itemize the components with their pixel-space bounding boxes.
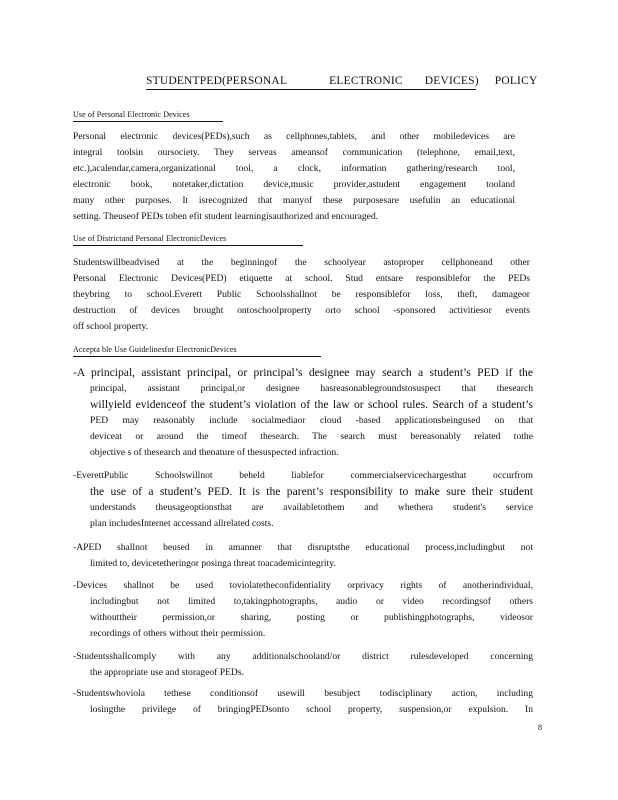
text-line: -Devices shallnot be used toviolatetheconfidentiality orprivacy rights of anotherindividual,: [73, 580, 533, 591]
section-use-body: [73, 129, 515, 225]
title-part: STUDENTPED(PERSONAL: [146, 75, 288, 87]
text-line: -A principal, assistant principal, or principal’s designee may search a student’s PED if the: [73, 366, 533, 379]
text-line: many other purposes. It isrecognized that manyof these purposesare usefulin an educational: [73, 195, 515, 206]
text-line: -Studentsshallcomply with any additionalschooland/or district rulesdeveloped concerning: [73, 651, 533, 662]
section-heading-use: Use of Personal Electronic Devices: [73, 110, 223, 122]
text-line: includingbut not limited to,takingphotographs, audio or video recordingsof others: [90, 596, 533, 607]
text-line: the use of a student’s PED. It is the parent’s responsibility to make sure their student: [90, 485, 533, 498]
text-line: integral toolsin oursociety. They serveas ameansof communication (telephone, email,text,: [73, 147, 515, 158]
text-line: Studentswillbeadvised at the beginningof the schoolyear astoproper cellphoneand other: [73, 257, 530, 268]
text-line: objective s of thesearch and thenature of thesuspected infraction.: [90, 447, 339, 458]
text-line: recordings of others without their permission.: [90, 628, 266, 639]
text-line: willyield evidenceof the student’s violation of the law or school rules. Search of a student’s: [90, 398, 533, 411]
guideline-item-disruption: [73, 540, 533, 572]
section-heading-acceptable: Accepta ble Use Guidelinesfor ElectronicDevices: [73, 345, 321, 357]
text-line: off school property.: [73, 321, 149, 332]
text-line: -Studentswhoviola tethese conditionsof usewill besubject todisciplinary action, including: [73, 688, 533, 699]
text-line: destruction of devices brought ontoschoolproperty orto school -sponsored activitiesor events: [73, 305, 530, 316]
text-line: -EverettPublic Schoolswillnot beheld liablefor commercialservicechargesthat occurfrom: [73, 470, 533, 481]
text-line: principal, assistant principal,or designee hasreasonablegroundstosuspect that thesearch: [90, 383, 533, 394]
text-line: PED may reasonably include socialmediaor cloud -based applicationsbeingused on that: [90, 415, 533, 426]
guideline-item-privacy: [73, 578, 533, 642]
page-number: 8: [538, 723, 542, 732]
text-line: theybring to school.Everett Public Schoolsshallnot be responsiblefor loss, theft, damageor: [73, 289, 530, 300]
text-line: deviceat or around the timeof thesearch. The search must bereasonably related tothe: [90, 431, 533, 442]
text-line: Personal Electronic Devices(PED) etiquette at school. Stud entsare responsiblefor the PEDs: [73, 273, 530, 284]
title-part: POLICY: [494, 75, 538, 87]
page-title: [146, 75, 538, 90]
text-line: losingthe privilege of bringingPEDsonto school property, suspension,or expulsion. In: [90, 704, 533, 715]
text-line: withouttheir permission,or sharing, posting or publishingphotographs, videosor: [90, 612, 533, 623]
text-line: -APED shallnot beused in amanner that disruptsthe educational process,includingbut not: [73, 542, 533, 553]
title-part: DEVICES): [424, 75, 479, 87]
text-line: etc.),acalendar,camera,organizational tool, a clock, information gathering/research tool,: [73, 163, 515, 174]
text-line: understands theusageoptionsthat are availabletothem and whethera student's service: [90, 502, 533, 513]
text-line: plan includesInternet accessand allrelated costs.: [90, 518, 274, 529]
text-line: setting. Theuseof PEDs toben efit student learningisauthorized and encouraged.: [73, 211, 379, 222]
text-line: electronic book, notetaker,dictation device,music provider,astudent engagement tooland: [73, 179, 515, 190]
text-line: the appropriate use and storageof PEDs.: [90, 667, 244, 678]
guideline-item-comply: [73, 649, 533, 681]
guideline-item-search: [73, 365, 533, 461]
text-line: limited to, devicetetheringor posinga threat toacademicintegrity.: [90, 558, 336, 569]
guideline-item-charges: [73, 468, 533, 532]
text-line: Personal electronic devices(PEDs),such as cellphones,tablets, and other mobiledevices are: [73, 131, 515, 142]
section-district-body: [73, 255, 530, 335]
title-part: ELECTRONIC: [329, 75, 403, 87]
section-heading-district: Use of Districtand Personal ElectronicDevices: [73, 234, 303, 246]
guideline-item-discipline: [73, 686, 533, 718]
